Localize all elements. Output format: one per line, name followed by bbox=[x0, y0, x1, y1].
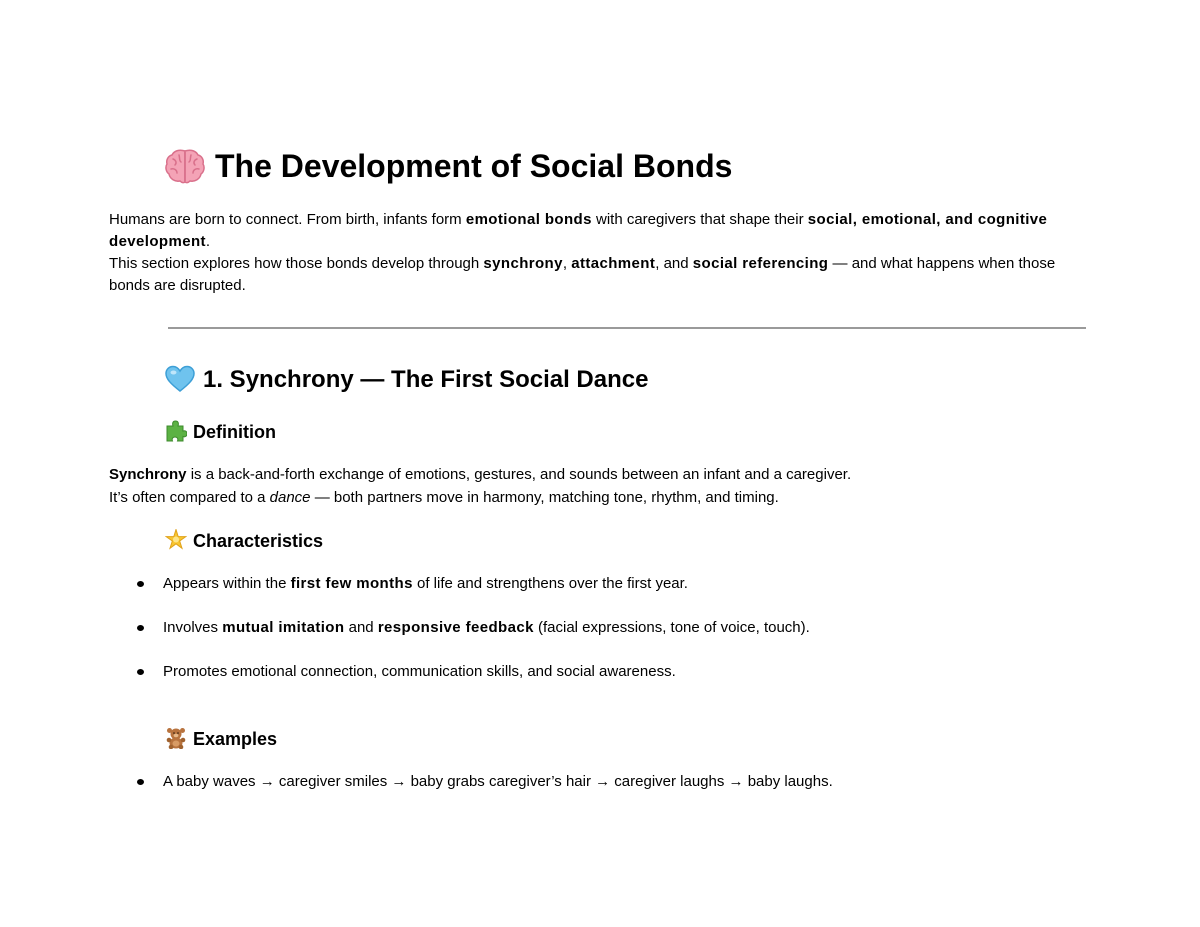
list-item-text: Promotes emotional connection, communication skills, and social awareness. bbox=[163, 663, 676, 680]
section-heading-synchrony bbox=[165, 364, 648, 396]
page-title-text: The Development of Social Bonds bbox=[215, 148, 733, 184]
list-item-text bbox=[163, 573, 688, 595]
subheading-text: Definition bbox=[193, 422, 276, 442]
subheading-characteristics bbox=[165, 529, 323, 553]
horizontal-divider bbox=[168, 327, 1086, 329]
glowing-star-icon bbox=[165, 529, 187, 551]
intro-text: with caregivers that shape their bbox=[591, 211, 808, 228]
subheading-text: Characteristics bbox=[193, 531, 324, 551]
definition-text: is a back-and-forth exchange of emotions, gestures, and sounds between an infant and a caregiver. bbox=[186, 466, 852, 483]
text-emphasis: first few months bbox=[290, 575, 413, 592]
bullet-dot bbox=[137, 669, 144, 675]
text-run: Appears within the bbox=[163, 575, 291, 592]
bullet-dot bbox=[137, 581, 144, 587]
text-run: Involves bbox=[163, 619, 223, 636]
page-title bbox=[165, 146, 732, 187]
definition-italic: dance bbox=[269, 489, 311, 506]
intro-text: This section explores how those bonds develop through bbox=[109, 255, 484, 272]
bullet-dot bbox=[137, 625, 144, 631]
intro-text: , and bbox=[655, 255, 693, 272]
intro-emphasis: social, emotional, and cognitive development bbox=[109, 211, 1048, 250]
section-heading-text: 1. Synchrony — The First Social Dance bbox=[203, 366, 649, 393]
text-run: and bbox=[344, 619, 378, 636]
subheading-text: Examples bbox=[193, 729, 278, 749]
intro-emphasis: emotional bonds bbox=[465, 211, 592, 228]
intro-emphasis: synchrony bbox=[483, 255, 563, 272]
intro-text: , bbox=[562, 255, 572, 272]
definition-text: — both partners move in harmony, matching tone, rhythm, and timing. bbox=[310, 489, 779, 506]
puzzle-piece-icon bbox=[165, 420, 187, 442]
definition-paragraph bbox=[109, 463, 1089, 509]
intro-emphasis: social referencing bbox=[692, 255, 829, 272]
teddy-bear-icon bbox=[165, 727, 187, 749]
intro-text: — and what happens when those bonds are disrupted. bbox=[109, 255, 1056, 294]
intro-text: . bbox=[205, 233, 211, 250]
definition-text: It’s often compared to a bbox=[109, 489, 270, 506]
intro-text: Humans are born to connect. From birth, infants form bbox=[109, 211, 466, 228]
text-run: (facial expressions, tone of voice, touch). bbox=[533, 619, 810, 636]
subheading-definition bbox=[165, 420, 276, 444]
blue-heart-icon bbox=[165, 365, 195, 393]
intro-paragraph bbox=[109, 209, 1079, 297]
brain-icon bbox=[165, 148, 205, 184]
definition-term: Synchrony bbox=[109, 466, 187, 483]
bullet-dot bbox=[137, 779, 144, 785]
intro-emphasis: attachment bbox=[571, 255, 656, 272]
text-emphasis: mutual imitation bbox=[222, 619, 345, 636]
text-emphasis: responsive feedback bbox=[377, 619, 534, 636]
list-item-text bbox=[163, 617, 810, 639]
text-run: of life and strengthens over the first year. bbox=[412, 575, 688, 592]
list-item-text: A baby waves → caregiver smiles → baby grabs caregiver’s hair → caregiver laughs → baby laughs. bbox=[163, 773, 833, 790]
subheading-examples bbox=[165, 727, 277, 751]
